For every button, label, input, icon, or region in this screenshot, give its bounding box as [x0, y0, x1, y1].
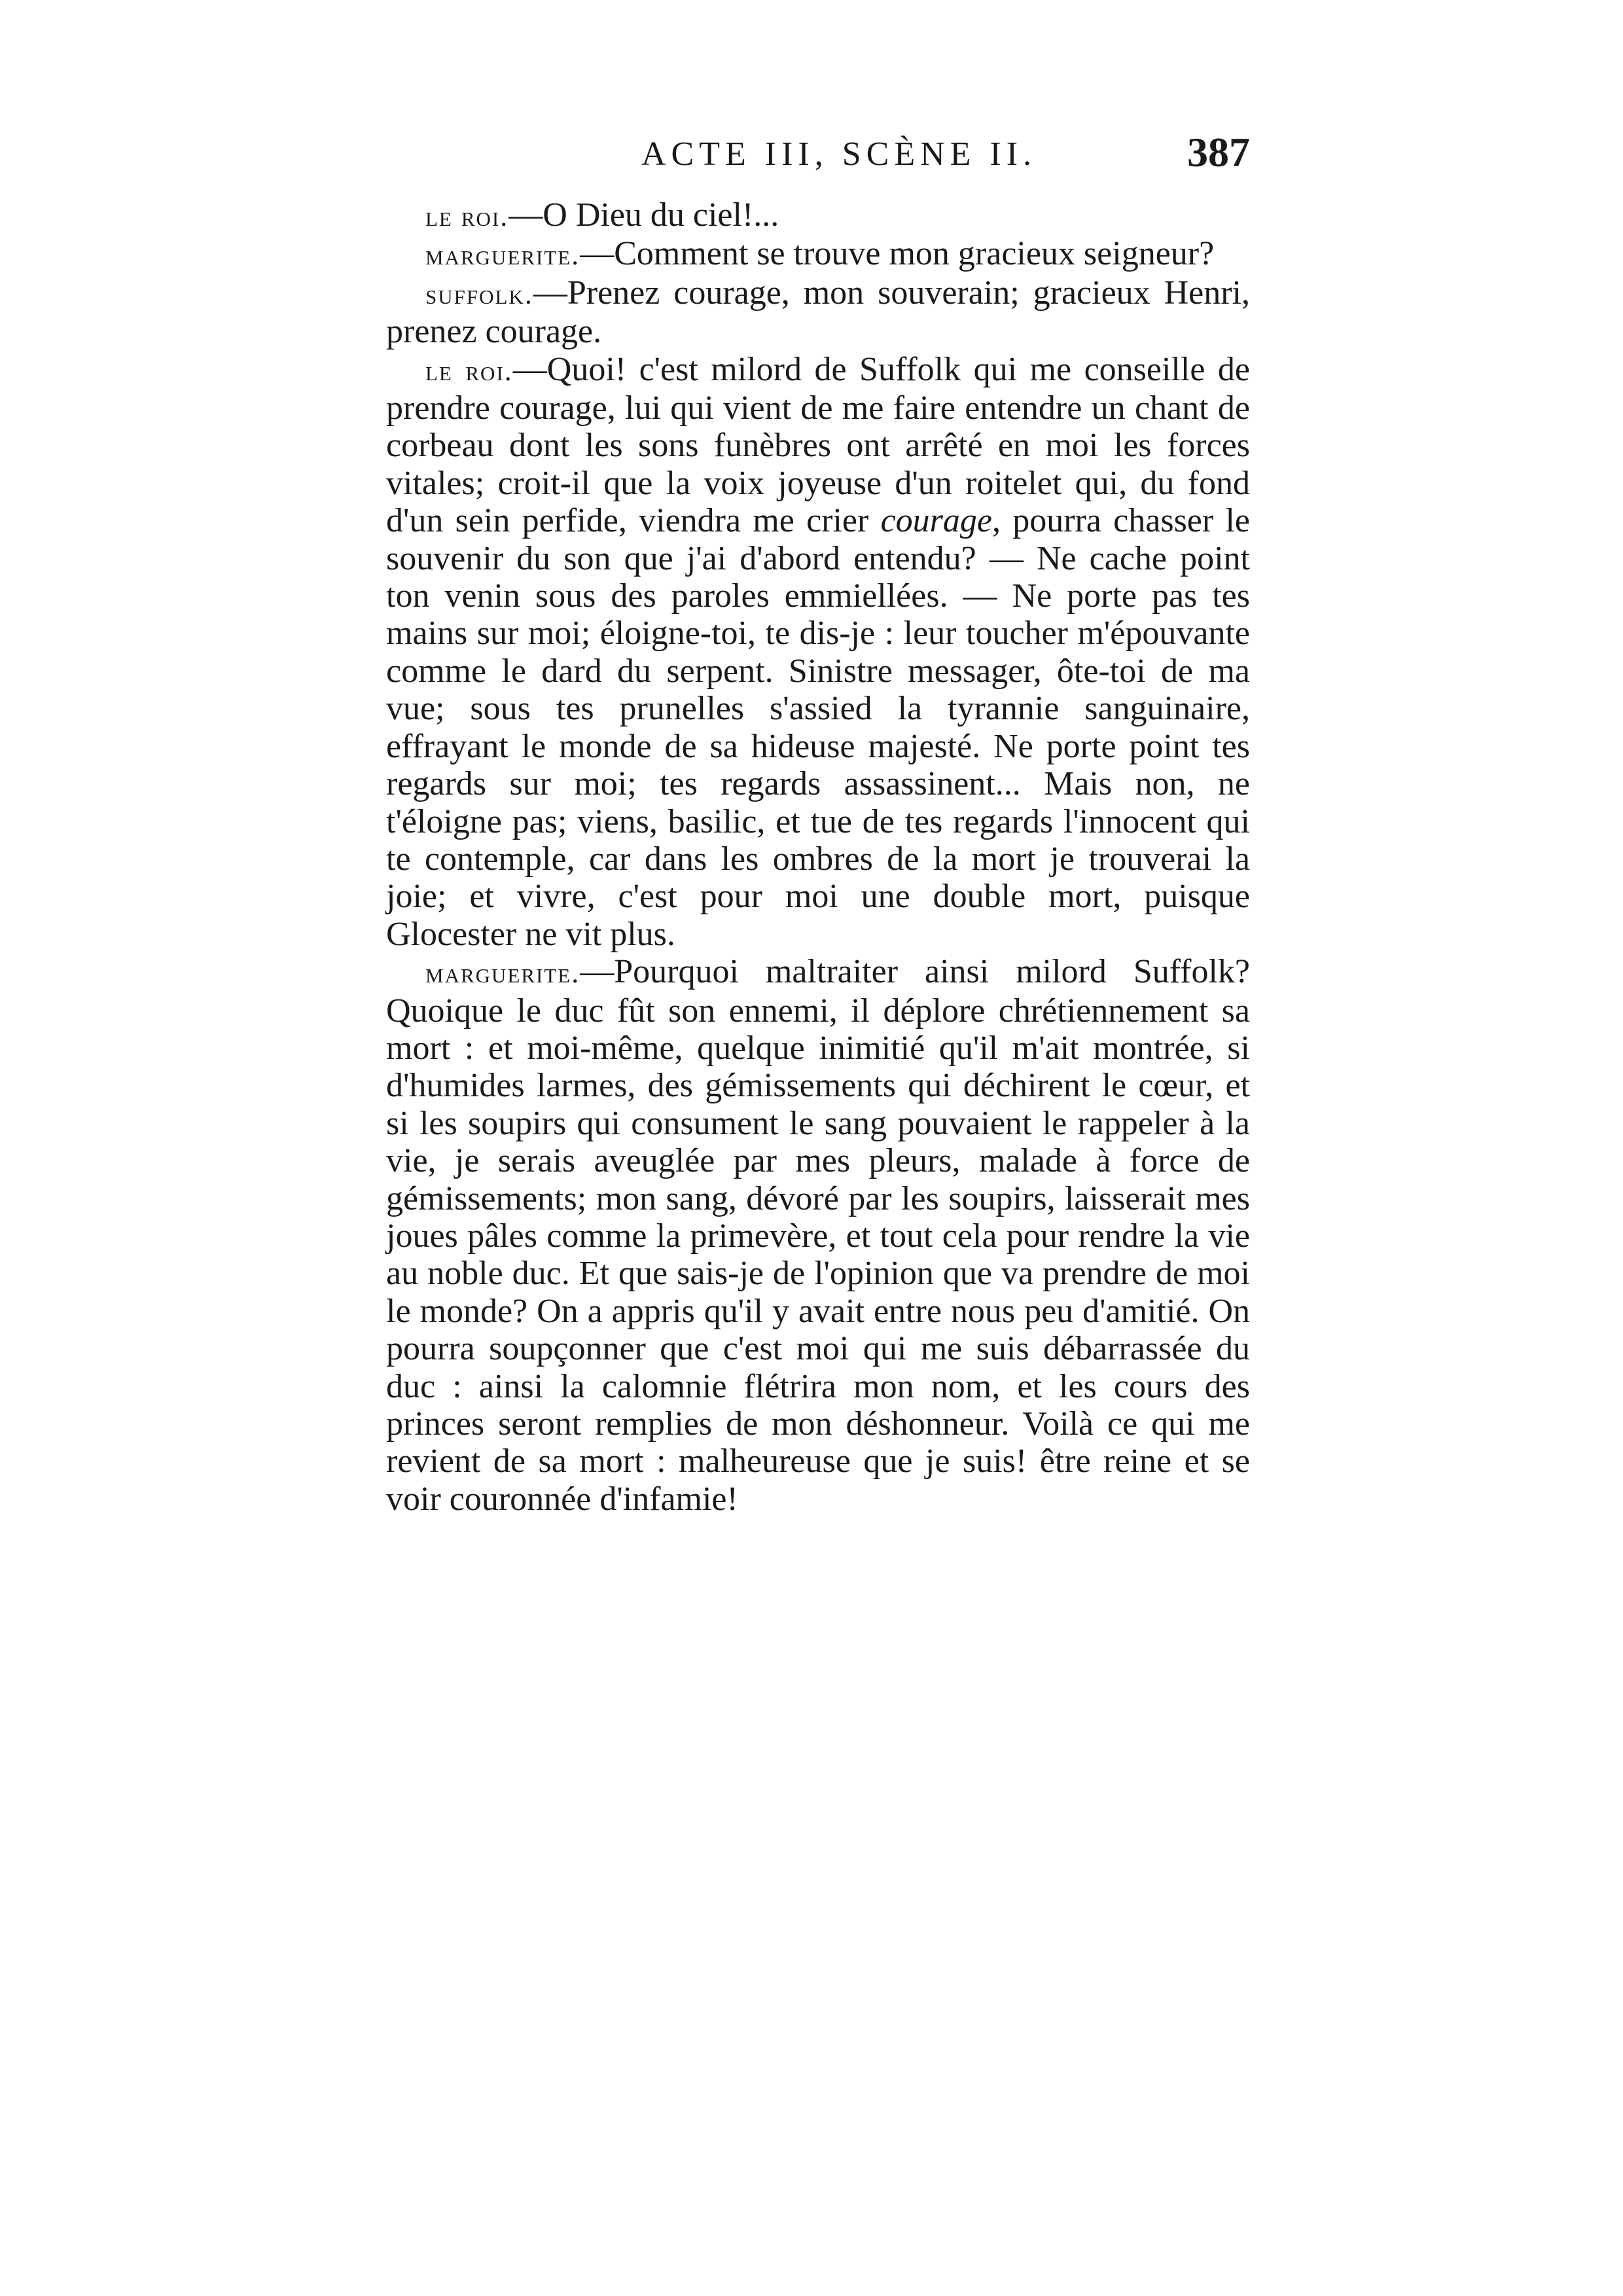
page-number: 387 — [1187, 129, 1250, 175]
dialogue-paragraph — [386, 235, 1250, 274]
dialogue-paragraph — [386, 351, 1250, 954]
dialogue-text: —Quoi! c'est milord de Suffolk qui me conseille de prendre courage, lui qui vient de me faire entendre un chant de corbeau dont les sons funèbres ont arrêté en moi les forces vitales; croit-il que la voix joyeuse d'un roitelet qui, du fond d'un sein perfide, viendra me crier — [386, 350, 1250, 540]
speaker-name: le roi. — [425, 200, 509, 232]
dialogue-paragraph — [386, 196, 1250, 235]
speaker-name: marguerite. — [425, 957, 580, 990]
speaker-name: suffolk. — [425, 278, 533, 310]
italic-word: courage — [880, 502, 992, 540]
speaker-name: marguerite. — [425, 239, 580, 272]
page-header — [386, 128, 1250, 187]
dialogue-text: —O Dieu du ciel!... — [508, 196, 779, 234]
speaker-name: le roi. — [425, 354, 513, 387]
dialogue-text: , pourra chasser le souvenir du son que j'ai d'abord entendu? — Ne cache point ton venin sous des paroles emmiellées. — Ne porte pas tes mains sur moi; éloigne-toi, te dis-je : leur toucher m'épouvante comme le dard du serpent. Sinistre messager, ôte-toi de ma vue; sous tes prunelles s'assied la tyrannie sanguinaire, effrayant le monde de sa hideuse majesté. Ne porte point tes regards sur moi; tes regards assassinent... Mais non, ne t'éloigne pas; viens, basilic, et tue de tes regards l'innocent qui te contemple, car dans les ombres de la mort je trouverai la joie; et vivre, c'est pour moi une double mort, puisque Glocester ne vit plus. — [386, 502, 1250, 953]
dialogue-text: —Prenez courage, mon souverain; gracieux Henri, prenez courage. — [386, 274, 1250, 351]
dialogue-text: —Comment se trouve mon gracieux seigneur? — [580, 235, 1215, 273]
dialogue-paragraph — [386, 274, 1250, 351]
running-title: ACTE III, SCÈNE II. — [641, 135, 1037, 173]
dialogue-text: —Pourquoi maltraiter ainsi milord Suffolk? Quoique le duc fût son ennemi, il déplore chrétiennement sa mort : et moi-même, quelque inimitié qu'il m'ait montrée, si d'humides larmes, des gémissements qui déchirent le cœur, et si les soupirs qui consument le sang pouvaient le rappeler à la vie, je serais aveuglée par mes pleurs, malade à force de gémissements; mon sang, dévoré par les soupirs, laisserait mes joues pâles comme la primevère, et tout cela pour rendre la vie au noble duc. Et que sais-je de l'opinion que va prendre de moi le monde? On a appris qu'il y avait entre nous peu d'amitié. On pourra soupçonner que c'est moi qui me suis débarrassée du duc : ainsi la calomnie flétrira mon nom, et les cours des princes seront remplies de mon déshonneur. Voilà ce qui me revient de sa mort : malheureuse que je suis! être reine et se voir couronnée d'infamie! — [386, 953, 1250, 1518]
dialogue-paragraph — [386, 953, 1250, 1518]
page-body — [386, 196, 1250, 1518]
